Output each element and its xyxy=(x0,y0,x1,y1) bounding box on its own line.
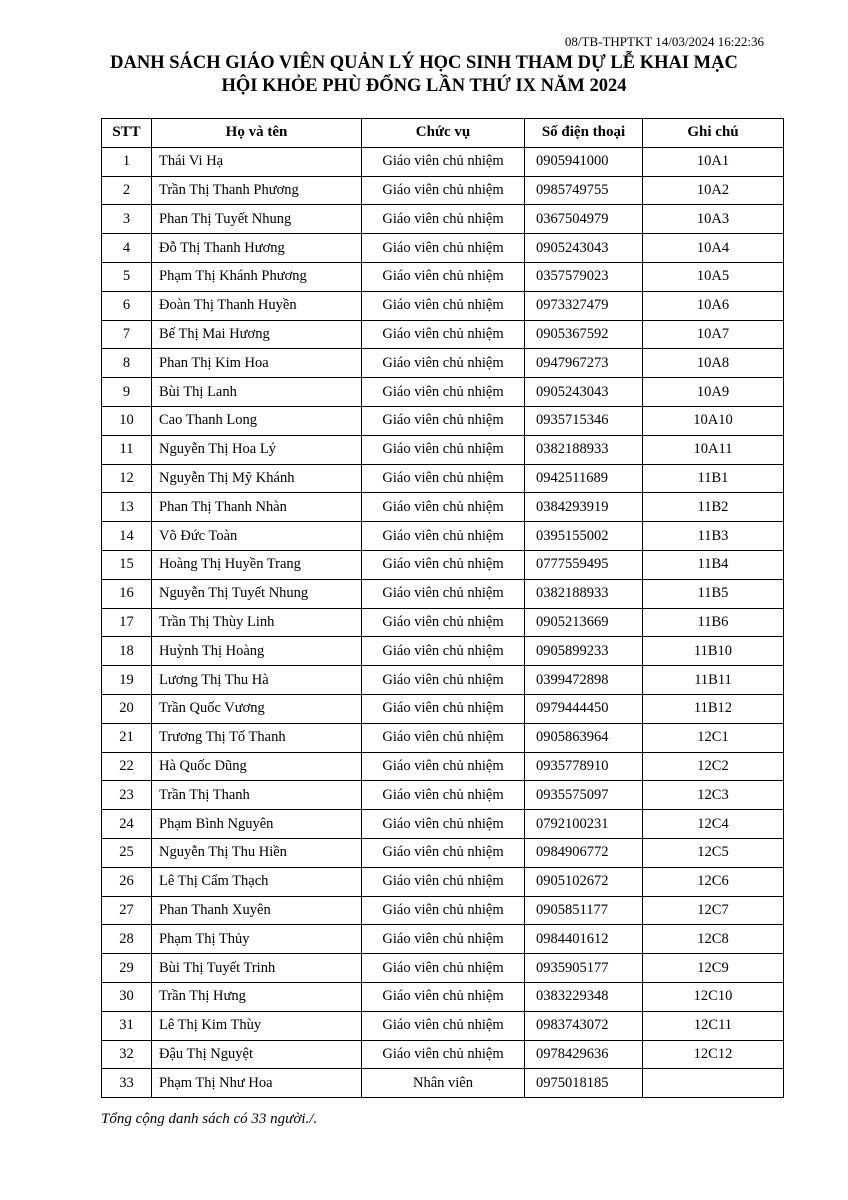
cell-note: 12C9 xyxy=(643,954,784,983)
cell-note: 10A3 xyxy=(643,205,784,234)
table-row xyxy=(102,320,784,349)
table-row xyxy=(102,464,784,493)
cell-stt: 17 xyxy=(102,608,152,637)
cell-note: 11B11 xyxy=(643,666,784,695)
cell-phone: 0395155002 xyxy=(525,522,643,551)
cell-position: Giáo viên chủ nhiệm xyxy=(362,205,525,234)
cell-name: Trần Quốc Vương xyxy=(152,694,362,723)
cell-stt: 4 xyxy=(102,234,152,263)
header-phone: Số điện thoại xyxy=(525,119,643,148)
cell-phone: 0979444450 xyxy=(525,694,643,723)
cell-phone: 0935905177 xyxy=(525,954,643,983)
cell-phone: 0935575097 xyxy=(525,781,643,810)
cell-note: 11B12 xyxy=(643,694,784,723)
cell-stt: 11 xyxy=(102,435,152,464)
cell-stt: 1 xyxy=(102,147,152,176)
cell-note: 10A8 xyxy=(643,349,784,378)
cell-stt: 5 xyxy=(102,262,152,291)
cell-note: 12C4 xyxy=(643,810,784,839)
table-row xyxy=(102,608,784,637)
cell-name: Cao Thanh Long xyxy=(152,406,362,435)
table-body xyxy=(102,147,784,1097)
cell-note: 11B4 xyxy=(643,550,784,579)
cell-stt: 2 xyxy=(102,176,152,205)
cell-phone: 0905367592 xyxy=(525,320,643,349)
cell-name: Phan Thanh Xuyên xyxy=(152,896,362,925)
cell-stt: 13 xyxy=(102,493,152,522)
cell-stt: 19 xyxy=(102,666,152,695)
title-line-1: DANH SÁCH GIÁO VIÊN QUẢN LÝ HỌC SINH THAM DỰ LỄ KHAI MẠC xyxy=(110,53,738,73)
cell-name: Trần Thị Hưng xyxy=(152,982,362,1011)
cell-name: Trần Thị Thanh xyxy=(152,781,362,810)
cell-phone: 0384293919 xyxy=(525,493,643,522)
cell-note: 12C12 xyxy=(643,1040,784,1069)
table-row xyxy=(102,954,784,983)
cell-phone: 0367504979 xyxy=(525,205,643,234)
cell-stt: 33 xyxy=(102,1069,152,1098)
cell-note xyxy=(643,1069,784,1098)
cell-phone: 0357579023 xyxy=(525,262,643,291)
table-row xyxy=(102,579,784,608)
cell-name: Đỗ Thị Thanh Hương xyxy=(152,234,362,263)
table-row xyxy=(102,349,784,378)
cell-note: 10A9 xyxy=(643,378,784,407)
cell-phone: 0399472898 xyxy=(525,666,643,695)
cell-stt: 14 xyxy=(102,522,152,551)
table-row xyxy=(102,262,784,291)
cell-stt: 29 xyxy=(102,954,152,983)
cell-name: Trương Thị Tố Thanh xyxy=(152,723,362,752)
cell-phone: 0978429636 xyxy=(525,1040,643,1069)
cell-name: Phan Thị Tuyết Nhung xyxy=(152,205,362,234)
table-header-row xyxy=(102,119,784,148)
cell-note: 12C7 xyxy=(643,896,784,925)
cell-position: Giáo viên chủ nhiệm xyxy=(362,810,525,839)
cell-stt: 25 xyxy=(102,838,152,867)
table-row xyxy=(102,234,784,263)
cell-stt: 15 xyxy=(102,550,152,579)
cell-position: Giáo viên chủ nhiệm xyxy=(362,608,525,637)
cell-phone: 0984401612 xyxy=(525,925,643,954)
cell-phone: 0777559495 xyxy=(525,550,643,579)
table-row xyxy=(102,176,784,205)
header-name: Họ và tên xyxy=(152,119,362,148)
table-row xyxy=(102,810,784,839)
cell-stt: 6 xyxy=(102,291,152,320)
cell-phone: 0382188933 xyxy=(525,579,643,608)
cell-name: Nguyễn Thị Mỹ Khánh xyxy=(152,464,362,493)
cell-note: 11B3 xyxy=(643,522,784,551)
table-row xyxy=(102,637,784,666)
cell-note: 12C11 xyxy=(643,1011,784,1040)
table-row xyxy=(102,1011,784,1040)
cell-phone: 0905102672 xyxy=(525,867,643,896)
document-reference: 08/TB-THPTKT 14/03/2024 16:22:36 xyxy=(564,34,764,49)
cell-note: 10A6 xyxy=(643,291,784,320)
cell-name: Bùi Thị Tuyết Trinh xyxy=(152,954,362,983)
cell-stt: 7 xyxy=(102,320,152,349)
cell-name: Phan Thị Thanh Nhàn xyxy=(152,493,362,522)
cell-note: 12C6 xyxy=(643,867,784,896)
cell-position: Giáo viên chủ nhiệm xyxy=(362,579,525,608)
cell-position: Giáo viên chủ nhiệm xyxy=(362,982,525,1011)
cell-note: 11B2 xyxy=(643,493,784,522)
cell-phone: 0935715346 xyxy=(525,406,643,435)
cell-stt: 16 xyxy=(102,579,152,608)
cell-stt: 28 xyxy=(102,925,152,954)
cell-note: 10A2 xyxy=(643,176,784,205)
table-row xyxy=(102,205,784,234)
cell-name: Hà Quốc Dũng xyxy=(152,752,362,781)
table-row xyxy=(102,723,784,752)
cell-name: Đậu Thị Nguyệt xyxy=(152,1040,362,1069)
cell-stt: 3 xyxy=(102,205,152,234)
cell-phone: 0905213669 xyxy=(525,608,643,637)
cell-name: Bùi Thị Lanh xyxy=(152,378,362,407)
cell-phone: 0935778910 xyxy=(525,752,643,781)
cell-phone: 0984906772 xyxy=(525,838,643,867)
cell-position: Giáo viên chủ nhiệm xyxy=(362,781,525,810)
cell-position: Giáo viên chủ nhiệm xyxy=(362,291,525,320)
cell-stt: 23 xyxy=(102,781,152,810)
cell-note: 12C8 xyxy=(643,925,784,954)
cell-position: Giáo viên chủ nhiệm xyxy=(362,262,525,291)
cell-name: Phạm Thị Như Hoa xyxy=(152,1069,362,1098)
cell-phone: 0975018185 xyxy=(525,1069,643,1098)
cell-note: 12C5 xyxy=(643,838,784,867)
table-row xyxy=(102,867,784,896)
cell-position: Giáo viên chủ nhiệm xyxy=(362,666,525,695)
cell-note: 10A5 xyxy=(643,262,784,291)
table-row xyxy=(102,493,784,522)
cell-position: Giáo viên chủ nhiệm xyxy=(362,896,525,925)
cell-position: Giáo viên chủ nhiệm xyxy=(362,925,525,954)
cell-name: Phạm Bình Nguyên xyxy=(152,810,362,839)
cell-position: Giáo viên chủ nhiệm xyxy=(362,406,525,435)
cell-name: Phạm Thị Khánh Phương xyxy=(152,262,362,291)
cell-stt: 18 xyxy=(102,637,152,666)
header-note: Ghi chú xyxy=(643,119,784,148)
cell-stt: 10 xyxy=(102,406,152,435)
table-row xyxy=(102,666,784,695)
table-row xyxy=(102,522,784,551)
cell-name: Trần Thị Thùy Linh xyxy=(152,608,362,637)
cell-phone: 0905863964 xyxy=(525,723,643,752)
total-summary: Tổng cộng danh sách có 33 người./. xyxy=(101,1111,318,1127)
cell-note: 11B1 xyxy=(643,464,784,493)
table-row xyxy=(102,435,784,464)
cell-position: Giáo viên chủ nhiệm xyxy=(362,838,525,867)
table-row xyxy=(102,1069,784,1098)
cell-note: 10A10 xyxy=(643,406,784,435)
cell-position: Giáo viên chủ nhiệm xyxy=(362,349,525,378)
cell-phone: 0973327479 xyxy=(525,291,643,320)
cell-name: Lê Thị Cẩm Thạch xyxy=(152,867,362,896)
table-row xyxy=(102,982,784,1011)
cell-position: Giáo viên chủ nhiệm xyxy=(362,1040,525,1069)
cell-phone: 0985749755 xyxy=(525,176,643,205)
cell-name: Nguyễn Thị Thu Hiền xyxy=(152,838,362,867)
cell-phone: 0942511689 xyxy=(525,464,643,493)
cell-note: 10A4 xyxy=(643,234,784,263)
cell-stt: 9 xyxy=(102,378,152,407)
cell-phone: 0905941000 xyxy=(525,147,643,176)
cell-position: Giáo viên chủ nhiệm xyxy=(362,752,525,781)
cell-stt: 26 xyxy=(102,867,152,896)
header-stt: STT xyxy=(102,119,152,148)
cell-position: Giáo viên chủ nhiệm xyxy=(362,320,525,349)
cell-note: 10A7 xyxy=(643,320,784,349)
teacher-list-table xyxy=(101,118,784,1098)
table-row xyxy=(102,752,784,781)
cell-note: 12C3 xyxy=(643,781,784,810)
table-row xyxy=(102,147,784,176)
cell-stt: 21 xyxy=(102,723,152,752)
cell-position: Giáo viên chủ nhiệm xyxy=(362,493,525,522)
cell-note: 12C1 xyxy=(643,723,784,752)
cell-name: Lương Thị Thu Hà xyxy=(152,666,362,695)
cell-name: Bế Thị Mai Hương xyxy=(152,320,362,349)
table-row xyxy=(102,406,784,435)
cell-note: 11B5 xyxy=(643,579,784,608)
cell-note: 12C10 xyxy=(643,982,784,1011)
cell-position: Giáo viên chủ nhiệm xyxy=(362,522,525,551)
cell-name: Phạm Thị Thủy xyxy=(152,925,362,954)
cell-phone: 0792100231 xyxy=(525,810,643,839)
cell-stt: 24 xyxy=(102,810,152,839)
title-line-2: HỘI KHỎE PHÙ ĐỔNG LẦN THỨ IX NĂM 2024 xyxy=(221,76,627,96)
cell-stt: 20 xyxy=(102,694,152,723)
cell-note: 12C2 xyxy=(643,752,784,781)
cell-position: Giáo viên chủ nhiệm xyxy=(362,464,525,493)
cell-note: 11B10 xyxy=(643,637,784,666)
cell-note: 10A11 xyxy=(643,435,784,464)
table-row xyxy=(102,838,784,867)
cell-position: Nhân viên xyxy=(362,1069,525,1098)
cell-stt: 30 xyxy=(102,982,152,1011)
cell-name: Nguyễn Thị Tuyết Nhung xyxy=(152,579,362,608)
cell-phone: 0905899233 xyxy=(525,637,643,666)
cell-position: Giáo viên chủ nhiệm xyxy=(362,147,525,176)
table-row xyxy=(102,694,784,723)
cell-stt: 22 xyxy=(102,752,152,781)
cell-name: Phan Thị Kim Hoa xyxy=(152,349,362,378)
cell-position: Giáo viên chủ nhiệm xyxy=(362,1011,525,1040)
table-row xyxy=(102,291,784,320)
cell-note: 11B6 xyxy=(643,608,784,637)
table-row xyxy=(102,896,784,925)
table-row xyxy=(102,550,784,579)
cell-phone: 0983743072 xyxy=(525,1011,643,1040)
cell-position: Giáo viên chủ nhiệm xyxy=(362,176,525,205)
cell-phone: 0383229348 xyxy=(525,982,643,1011)
document-title xyxy=(0,52,848,98)
cell-name: Huỳnh Thị Hoàng xyxy=(152,637,362,666)
table-row xyxy=(102,925,784,954)
cell-position: Giáo viên chủ nhiệm xyxy=(362,550,525,579)
cell-note: 10A1 xyxy=(643,147,784,176)
cell-position: Giáo viên chủ nhiệm xyxy=(362,867,525,896)
cell-phone: 0905243043 xyxy=(525,378,643,407)
header-position: Chức vụ xyxy=(362,119,525,148)
cell-position: Giáo viên chủ nhiệm xyxy=(362,435,525,464)
cell-phone: 0905851177 xyxy=(525,896,643,925)
cell-name: Nguyễn Thị Hoa Lý xyxy=(152,435,362,464)
cell-stt: 27 xyxy=(102,896,152,925)
cell-phone: 0947967273 xyxy=(525,349,643,378)
cell-stt: 31 xyxy=(102,1011,152,1040)
cell-stt: 8 xyxy=(102,349,152,378)
cell-stt: 32 xyxy=(102,1040,152,1069)
cell-position: Giáo viên chủ nhiệm xyxy=(362,694,525,723)
cell-phone: 0905243043 xyxy=(525,234,643,263)
cell-name: Lê Thị Kim Thùy xyxy=(152,1011,362,1040)
cell-position: Giáo viên chủ nhiệm xyxy=(362,378,525,407)
cell-phone: 0382188933 xyxy=(525,435,643,464)
cell-position: Giáo viên chủ nhiệm xyxy=(362,637,525,666)
cell-position: Giáo viên chủ nhiệm xyxy=(362,234,525,263)
table-row xyxy=(102,378,784,407)
cell-name: Trần Thị Thanh Phương xyxy=(152,176,362,205)
cell-position: Giáo viên chủ nhiệm xyxy=(362,723,525,752)
table-row xyxy=(102,1040,784,1069)
cell-name: Thái Vi Hạ xyxy=(152,147,362,176)
table-row xyxy=(102,781,784,810)
cell-stt: 12 xyxy=(102,464,152,493)
cell-name: Đoàn Thị Thanh Huyền xyxy=(152,291,362,320)
cell-position: Giáo viên chủ nhiệm xyxy=(362,954,525,983)
cell-name: Võ Đức Toàn xyxy=(152,522,362,551)
cell-name: Hoàng Thị Huyền Trang xyxy=(152,550,362,579)
